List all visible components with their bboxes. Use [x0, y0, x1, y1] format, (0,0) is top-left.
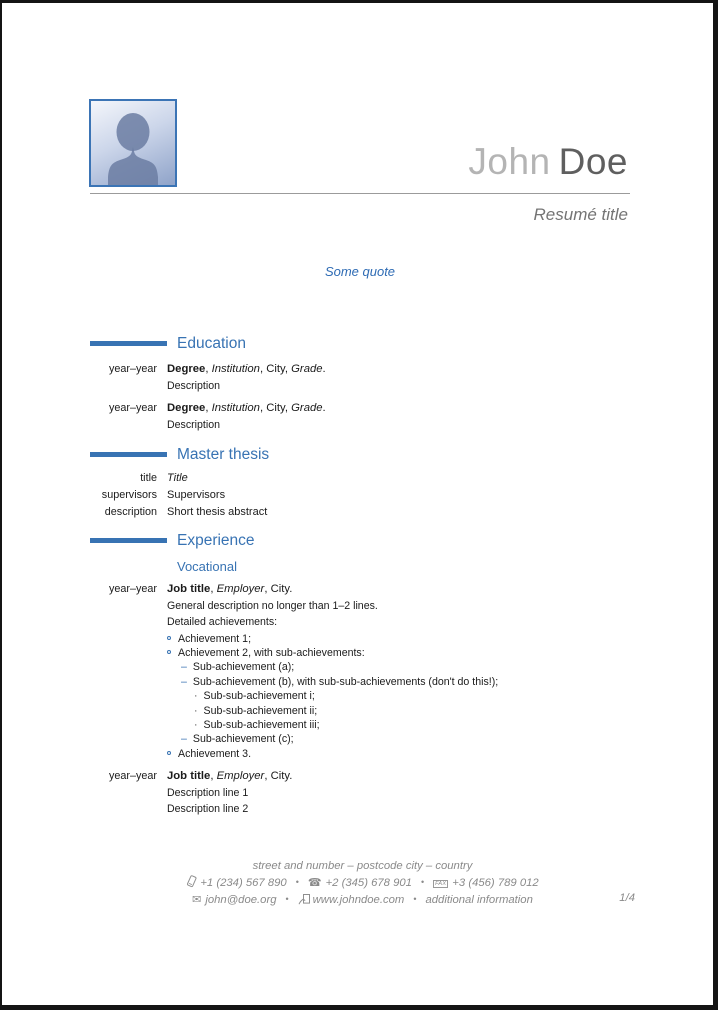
thesis-supervisors-value: Supervisors [167, 489, 226, 501]
first-name: John [468, 141, 551, 182]
section-title: Education [177, 335, 246, 352]
row-label: description [104, 506, 157, 518]
entry-years: year–year [108, 582, 157, 595]
experience-entry [90, 582, 650, 762]
separator-dot: • [413, 894, 417, 904]
entry-description-line: Description line 1 [167, 787, 249, 800]
achievement-list [167, 632, 650, 762]
circle-bullet-icon [167, 636, 171, 640]
fax-number: +3 (456) 789 012 [452, 877, 539, 889]
person-name [468, 143, 628, 180]
dash-bullet-icon: – [181, 733, 187, 746]
dash-bullet-icon: – [181, 675, 187, 688]
thesis-abstract-value: Short thesis abstract [167, 506, 268, 518]
entry-headline: Job title, Employer, City. [167, 582, 293, 595]
entry-headline: Job title, Employer, City. [167, 770, 293, 783]
sub-sub-achievement-item: · Sub-sub-achievement ii; [194, 704, 318, 717]
avatar-silhouette-icon [91, 101, 175, 185]
circle-bullet-icon [167, 650, 171, 654]
sub-achievement-item: – Sub-achievement (c); [181, 733, 294, 746]
dot-bullet-icon: · [194, 704, 198, 717]
dot-bullet-icon: · [194, 718, 198, 731]
sub-sub-achievement-item: · Sub-sub-achievement i; [194, 690, 315, 703]
entry-headline: Degree, Institution, City, Grade. [167, 362, 326, 375]
education-entry [90, 362, 650, 393]
entry-description: Description [167, 379, 220, 392]
entry-description-line: Detailed achievements: [167, 615, 278, 628]
achievement-item: Achievement 1; [167, 632, 650, 646]
paper-sheet [2, 3, 713, 1005]
section-header [90, 447, 650, 463]
thesis-row [90, 472, 650, 484]
entry-years: year–year [108, 401, 157, 414]
footer-contact-line [90, 891, 635, 908]
entry-years: year–year [108, 362, 157, 375]
section-rule-bar [90, 538, 167, 543]
achievement-item: Achievement 3. [167, 747, 650, 761]
dot-bullet-icon: · [194, 690, 198, 703]
separator-dot: • [285, 894, 289, 904]
separator-dot: • [420, 877, 425, 887]
row-label: title [140, 472, 157, 484]
footer-address: street and number – postcode city – country [252, 860, 473, 872]
entry-description-line: General description no longer than 1–2 lines. [167, 599, 378, 612]
email-link[interactable]: john@doe.org [205, 894, 277, 906]
entry-headline: Degree, Institution, City, Grade. [167, 401, 326, 414]
section-title: Experience [177, 532, 255, 549]
mobile-phone-icon [186, 875, 197, 888]
section-rule-bar [90, 452, 167, 457]
section-experience [90, 533, 650, 816]
profile-photo [89, 99, 177, 187]
quote-text: Some quote [324, 264, 396, 279]
resume-title: Resumé title [533, 205, 628, 224]
section-header [90, 336, 650, 352]
page-number: 1/4 [619, 892, 635, 904]
entry-description: Description [167, 418, 220, 431]
last-name: Doe [558, 141, 628, 182]
sub-achievement-item: – Sub-achievement (a); [181, 661, 295, 674]
homepage-icon [298, 894, 310, 905]
phone-number: +2 (345) 678 901 [325, 877, 412, 889]
section-title: Master thesis [177, 445, 270, 463]
mobile-number: +1 (234) 567 890 [200, 877, 287, 889]
website-link[interactable]: www.johndoe.com [312, 894, 405, 906]
footer-phone-line [90, 874, 635, 891]
sub-sub-achievement-item: · Sub-sub-achievement iii; [194, 718, 320, 731]
page-footer [90, 858, 635, 908]
thesis-row [90, 489, 650, 501]
resume-body [90, 336, 650, 831]
thesis-title-value: Title [167, 472, 188, 484]
circle-bullet-icon [167, 751, 171, 755]
separator-dot: • [295, 877, 299, 887]
phone-icon: ☎ [307, 876, 322, 889]
section-master-thesis [90, 447, 650, 519]
email-icon: ✉ [192, 893, 202, 906]
entry-years: year–year [108, 770, 157, 783]
subsection-title: Vocational [177, 558, 237, 574]
section-header [90, 533, 650, 549]
header-divider [90, 193, 630, 194]
education-entry [90, 401, 650, 432]
section-education [90, 336, 650, 432]
section-rule-bar [90, 341, 167, 346]
row-label: supervisors [101, 489, 157, 501]
thesis-row [90, 506, 650, 518]
entry-description-line: Description line 2 [167, 803, 249, 816]
additional-info: additional information [425, 894, 533, 906]
experience-entry [90, 769, 650, 816]
fax-icon: FAX [435, 881, 447, 887]
sub-achievement-item: – Sub-achievement (b), with sub-sub-achievements (don't do this!); [181, 675, 499, 688]
achievement-item: Achievement 2, with sub-achievements: [167, 646, 650, 660]
dash-bullet-icon: – [181, 661, 187, 674]
